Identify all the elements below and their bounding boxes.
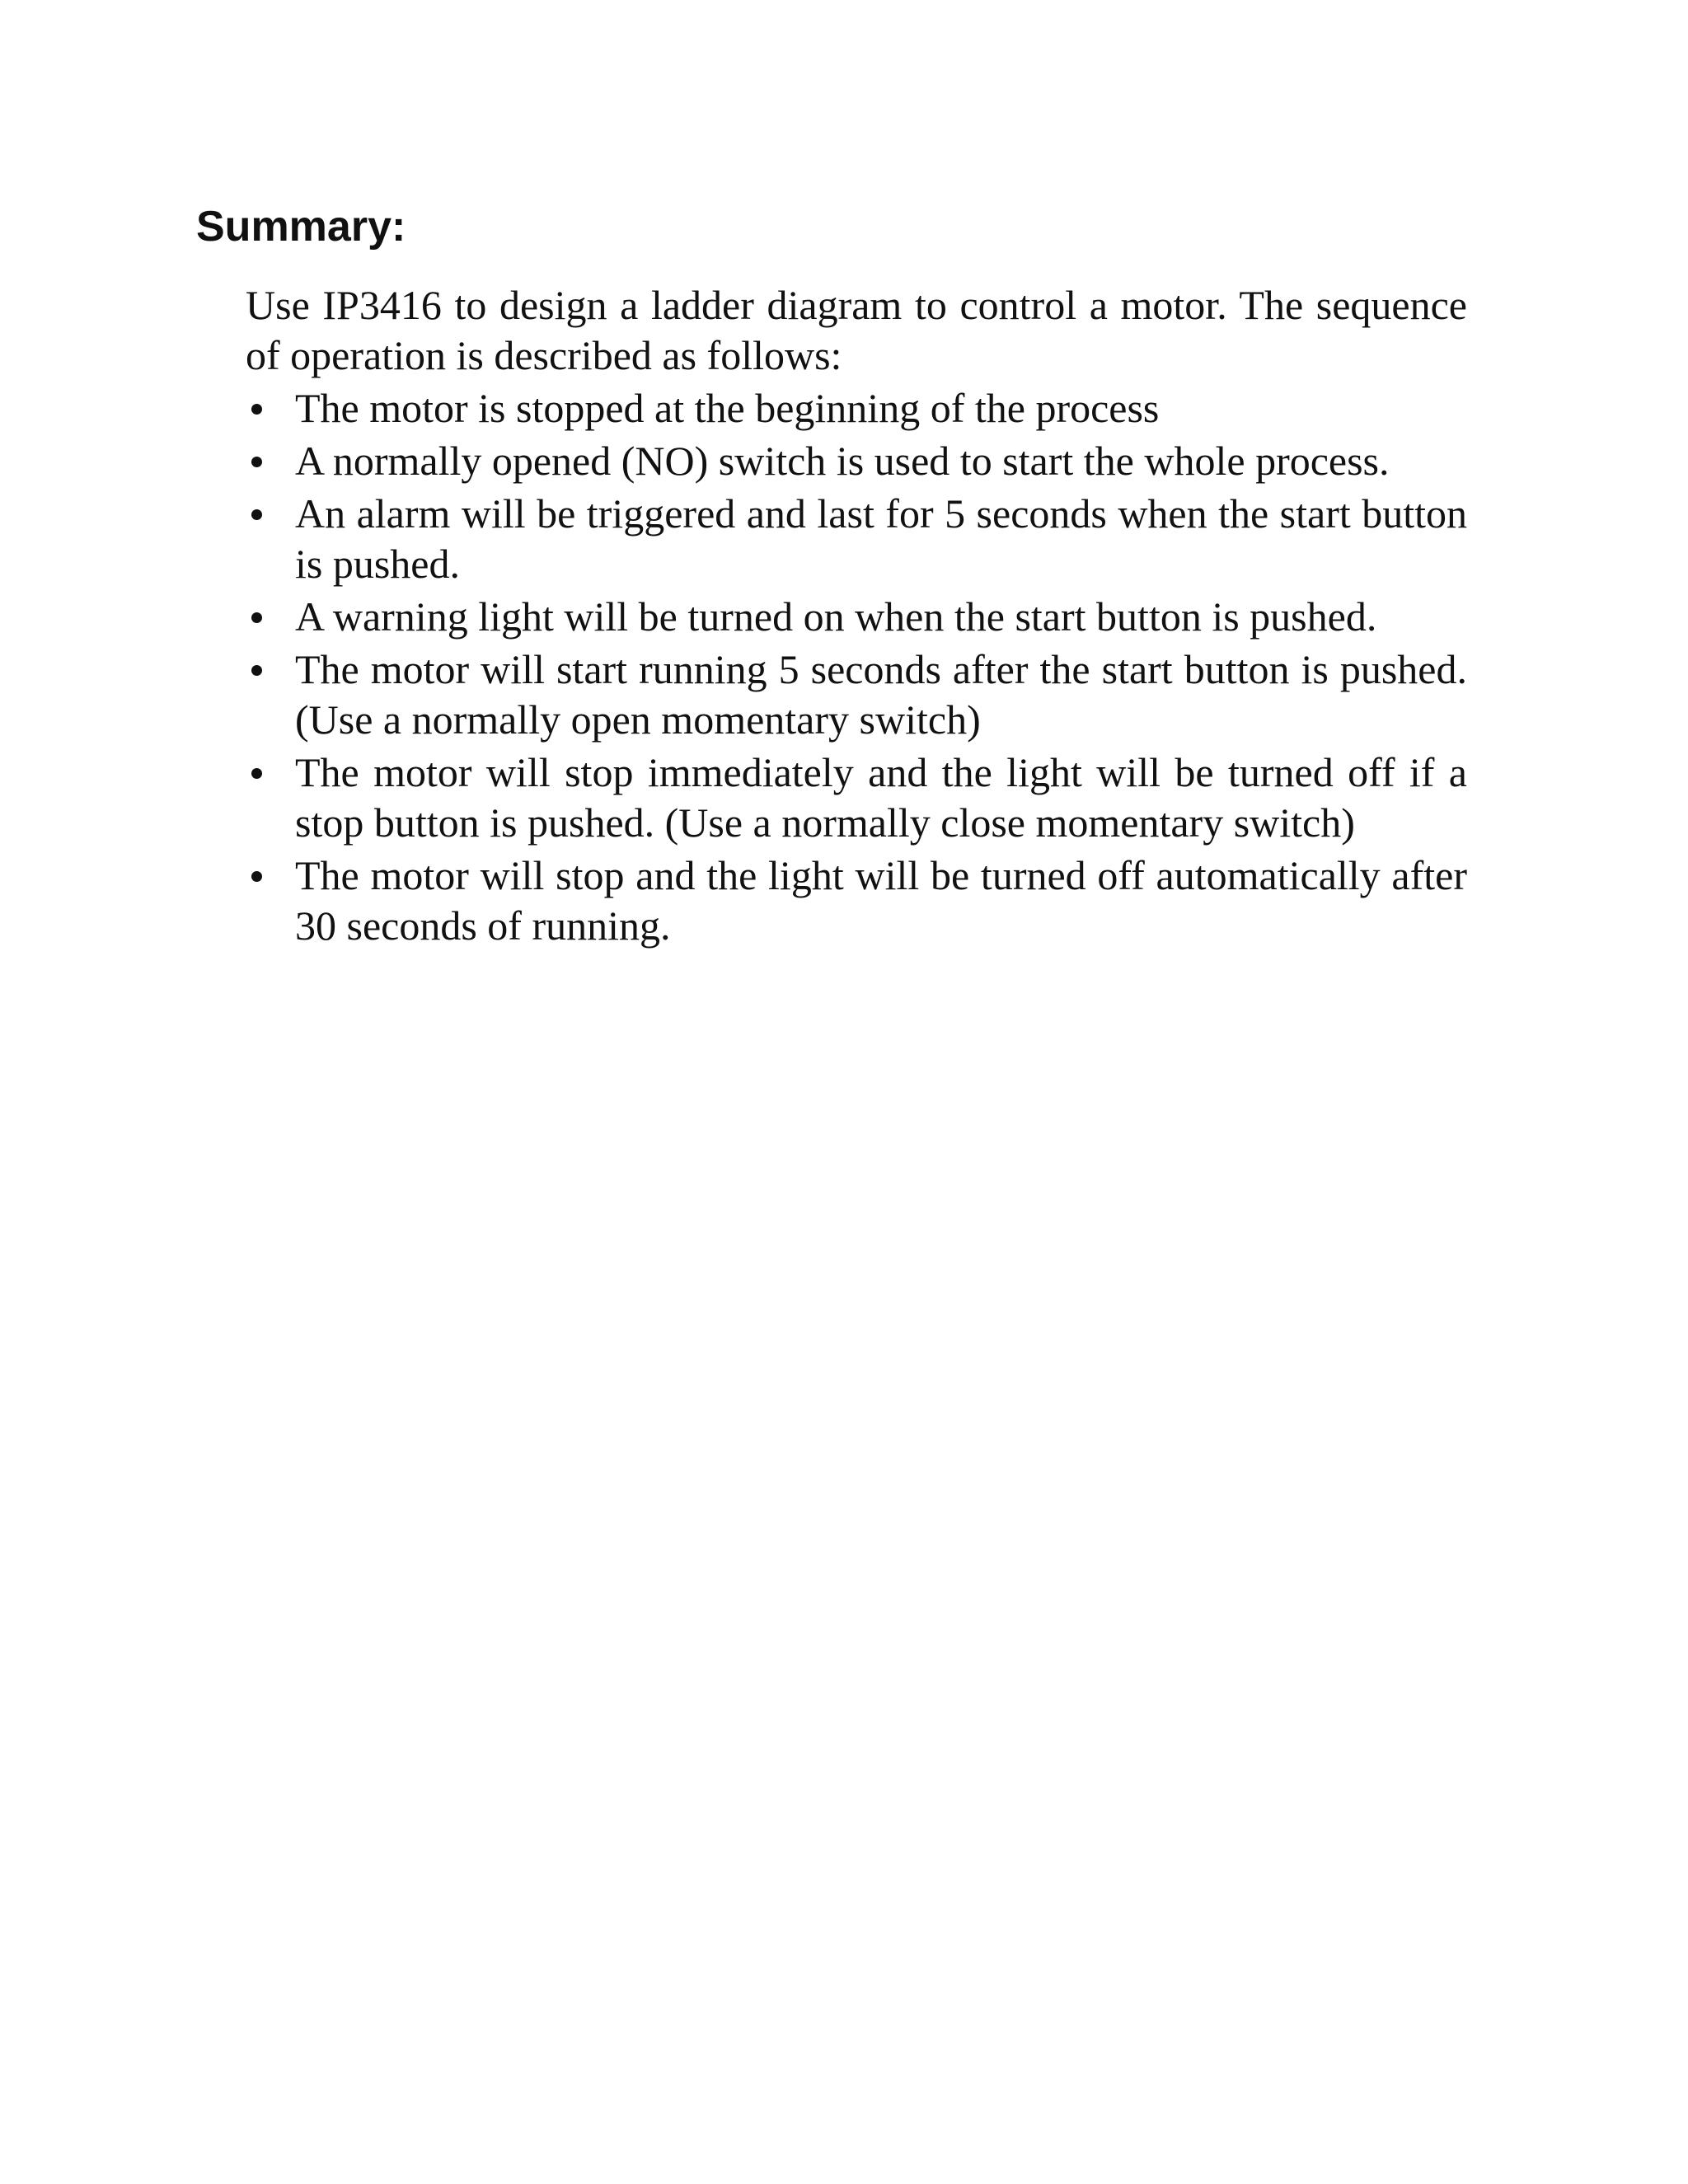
list-item-text: A warning light will be turned on when the start button is pushed. xyxy=(295,593,1377,640)
list-item-text: The motor will start running 5 seconds after the start button is pushed. (Use a normally open momentary switch) xyxy=(295,646,1467,743)
summary-body xyxy=(246,280,1467,954)
sequence-bullet-list xyxy=(246,383,1467,951)
intro-paragraph: Use IP3416 to design a ladder diagram to control a motor. The sequence of operation is described as follows: xyxy=(246,282,1467,378)
bullet-icon xyxy=(251,665,262,676)
list-item-text: A normally opened (NO) switch is used to start the whole process. xyxy=(295,438,1390,484)
list-item-text: An alarm will be triggered and last for 5 seconds when the start button is pushed. xyxy=(295,490,1467,587)
list-item xyxy=(246,383,1467,434)
bullet-icon xyxy=(251,404,262,415)
summary-heading: Summary: xyxy=(196,203,406,251)
bullet-icon xyxy=(251,612,262,623)
list-item xyxy=(246,748,1467,848)
list-item xyxy=(246,851,1467,951)
bullet-icon xyxy=(251,768,262,779)
bullet-icon xyxy=(251,509,262,520)
list-item xyxy=(246,489,1467,589)
bullet-icon xyxy=(251,457,262,467)
list-item xyxy=(246,644,1467,745)
list-item-text: The motor will stop immediately and the light will be turned off if a stop button is pushed. (Use a normally close momentary switch) xyxy=(295,749,1467,846)
bullet-icon xyxy=(251,871,262,882)
list-item-text: The motor is stopped at the beginning of the process xyxy=(295,385,1160,431)
list-item xyxy=(246,436,1467,486)
list-item-text: The motor will stop and the light will be turned off automatically after 30 seconds of running. xyxy=(295,852,1467,949)
list-item xyxy=(246,592,1467,642)
